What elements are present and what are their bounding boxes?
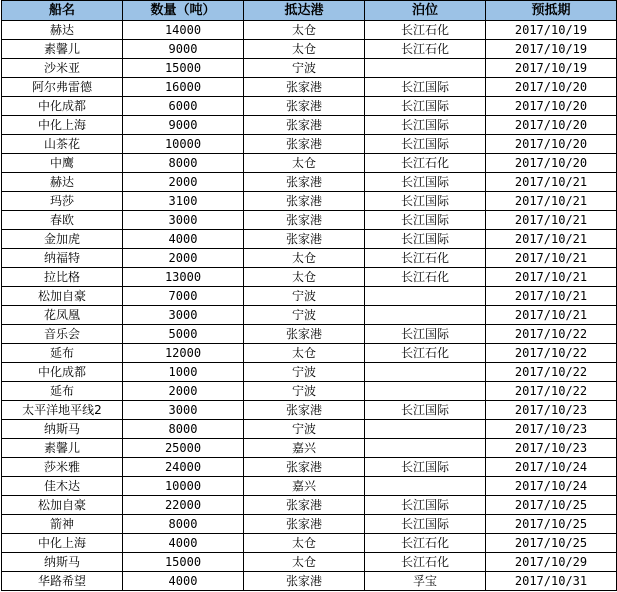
eta-cell: 2017/10/24 bbox=[486, 458, 617, 477]
berth-cell: 长江国际 bbox=[365, 515, 486, 534]
port-cell: 张家港 bbox=[244, 458, 365, 477]
eta-cell: 2017/10/25 bbox=[486, 515, 617, 534]
eta-cell: 2017/10/23 bbox=[486, 401, 617, 420]
eta-cell: 2017/10/20 bbox=[486, 78, 617, 97]
table-row bbox=[2, 97, 617, 116]
eta-cell: 2017/10/25 bbox=[486, 496, 617, 515]
berth-cell: 长江石化 bbox=[365, 534, 486, 553]
header-row bbox=[2, 1, 617, 21]
ship-name-cell: 松加自豪 bbox=[2, 287, 123, 306]
table-body bbox=[2, 21, 617, 591]
eta-cell: 2017/10/20 bbox=[486, 154, 617, 173]
quantity-cell: 15000 bbox=[123, 553, 244, 572]
header-eta: 预抵期 bbox=[486, 1, 617, 21]
berth-cell bbox=[365, 382, 486, 401]
berth-cell bbox=[365, 306, 486, 325]
table-row bbox=[2, 59, 617, 78]
port-cell: 太仓 bbox=[244, 344, 365, 363]
eta-cell: 2017/10/21 bbox=[486, 211, 617, 230]
quantity-cell: 3000 bbox=[123, 401, 244, 420]
port-cell: 太仓 bbox=[244, 21, 365, 40]
eta-cell: 2017/10/25 bbox=[486, 534, 617, 553]
table-row bbox=[2, 249, 617, 268]
port-cell: 宁波 bbox=[244, 59, 365, 78]
port-cell: 张家港 bbox=[244, 97, 365, 116]
berth-cell: 长江国际 bbox=[365, 192, 486, 211]
quantity-cell: 25000 bbox=[123, 439, 244, 458]
berth-cell: 长江国际 bbox=[365, 496, 486, 515]
port-cell: 太仓 bbox=[244, 249, 365, 268]
table-row bbox=[2, 173, 617, 192]
quantity-cell: 2000 bbox=[123, 173, 244, 192]
berth-cell: 长江石化 bbox=[365, 154, 486, 173]
eta-cell: 2017/10/21 bbox=[486, 230, 617, 249]
ship-name-cell: 纳斯马 bbox=[2, 420, 123, 439]
quantity-cell: 22000 bbox=[123, 496, 244, 515]
ship-name-cell: 沙米亚 bbox=[2, 59, 123, 78]
eta-cell: 2017/10/19 bbox=[486, 40, 617, 59]
eta-cell: 2017/10/24 bbox=[486, 477, 617, 496]
eta-cell: 2017/10/19 bbox=[486, 21, 617, 40]
quantity-cell: 2000 bbox=[123, 249, 244, 268]
port-cell: 太仓 bbox=[244, 268, 365, 287]
ship-name-cell: 太平洋地平线2 bbox=[2, 401, 123, 420]
table-row bbox=[2, 477, 617, 496]
ship-name-cell: 阿尔弗雷德 bbox=[2, 78, 123, 97]
eta-cell: 2017/10/22 bbox=[486, 363, 617, 382]
port-cell: 张家港 bbox=[244, 325, 365, 344]
ship-name-cell: 延布 bbox=[2, 344, 123, 363]
ship-name-cell: 中化上海 bbox=[2, 116, 123, 135]
eta-cell: 2017/10/21 bbox=[486, 192, 617, 211]
table-row bbox=[2, 382, 617, 401]
berth-cell: 长江石化 bbox=[365, 268, 486, 287]
berth-cell: 长江国际 bbox=[365, 211, 486, 230]
table-row bbox=[2, 515, 617, 534]
quantity-cell: 13000 bbox=[123, 268, 244, 287]
table-row bbox=[2, 344, 617, 363]
table-row bbox=[2, 40, 617, 59]
quantity-cell: 5000 bbox=[123, 325, 244, 344]
ship-name-cell: 中化成都 bbox=[2, 97, 123, 116]
ship-name-cell: 拉比格 bbox=[2, 268, 123, 287]
ship-name-cell: 莎米雅 bbox=[2, 458, 123, 477]
port-cell: 嘉兴 bbox=[244, 439, 365, 458]
table-row bbox=[2, 458, 617, 477]
table-row bbox=[2, 496, 617, 515]
eta-cell: 2017/10/19 bbox=[486, 59, 617, 78]
port-cell: 张家港 bbox=[244, 192, 365, 211]
eta-cell: 2017/10/21 bbox=[486, 268, 617, 287]
ship-name-cell: 春欧 bbox=[2, 211, 123, 230]
quantity-cell: 12000 bbox=[123, 344, 244, 363]
table-row bbox=[2, 534, 617, 553]
berth-cell: 长江国际 bbox=[365, 458, 486, 477]
berth-cell bbox=[365, 363, 486, 382]
table-row bbox=[2, 553, 617, 572]
eta-cell: 2017/10/23 bbox=[486, 439, 617, 458]
ship-name-cell: 音乐会 bbox=[2, 325, 123, 344]
ship-name-cell: 中鹰 bbox=[2, 154, 123, 173]
ship-name-cell: 山茶花 bbox=[2, 135, 123, 154]
berth-cell: 长江国际 bbox=[365, 173, 486, 192]
ship-name-cell: 花凤凰 bbox=[2, 306, 123, 325]
quantity-cell: 4000 bbox=[123, 572, 244, 591]
quantity-cell: 16000 bbox=[123, 78, 244, 97]
table-row bbox=[2, 268, 617, 287]
quantity-cell: 9000 bbox=[123, 40, 244, 59]
berth-cell: 长江石化 bbox=[365, 344, 486, 363]
table-row bbox=[2, 401, 617, 420]
berth-cell: 长江国际 bbox=[365, 401, 486, 420]
header-ship-name: 船名 bbox=[2, 1, 123, 21]
berth-cell: 长江国际 bbox=[365, 78, 486, 97]
port-cell: 宁波 bbox=[244, 363, 365, 382]
port-cell: 张家港 bbox=[244, 173, 365, 192]
port-cell: 太仓 bbox=[244, 40, 365, 59]
ship-name-cell: 中化成都 bbox=[2, 363, 123, 382]
port-cell: 张家港 bbox=[244, 401, 365, 420]
quantity-cell: 9000 bbox=[123, 116, 244, 135]
quantity-cell: 4000 bbox=[123, 534, 244, 553]
quantity-cell: 3100 bbox=[123, 192, 244, 211]
quantity-cell: 15000 bbox=[123, 59, 244, 78]
port-cell: 张家港 bbox=[244, 496, 365, 515]
eta-cell: 2017/10/21 bbox=[486, 249, 617, 268]
header-berth: 泊位 bbox=[365, 1, 486, 21]
port-cell: 张家港 bbox=[244, 230, 365, 249]
table-row bbox=[2, 439, 617, 458]
quantity-cell: 1000 bbox=[123, 363, 244, 382]
ship-name-cell: 金加虎 bbox=[2, 230, 123, 249]
berth-cell bbox=[365, 287, 486, 306]
berth-cell: 长江国际 bbox=[365, 135, 486, 154]
port-cell: 太仓 bbox=[244, 553, 365, 572]
ship-name-cell: 纳斯马 bbox=[2, 553, 123, 572]
header-quantity: 数量（吨） bbox=[123, 1, 244, 21]
table-row bbox=[2, 211, 617, 230]
table-row bbox=[2, 572, 617, 591]
berth-cell: 长江国际 bbox=[365, 325, 486, 344]
port-cell: 张家港 bbox=[244, 572, 365, 591]
quantity-cell: 14000 bbox=[123, 21, 244, 40]
port-cell: 宁波 bbox=[244, 287, 365, 306]
table-row bbox=[2, 21, 617, 40]
eta-cell: 2017/10/23 bbox=[486, 420, 617, 439]
berth-cell: 孚宝 bbox=[365, 572, 486, 591]
port-cell: 太仓 bbox=[244, 534, 365, 553]
berth-cell: 长江石化 bbox=[365, 40, 486, 59]
ship-name-cell: 延布 bbox=[2, 382, 123, 401]
berth-cell: 长江石化 bbox=[365, 249, 486, 268]
eta-cell: 2017/10/20 bbox=[486, 116, 617, 135]
eta-cell: 2017/10/29 bbox=[486, 553, 617, 572]
port-cell: 张家港 bbox=[244, 515, 365, 534]
quantity-cell: 8000 bbox=[123, 154, 244, 173]
ship-name-cell: 纳福特 bbox=[2, 249, 123, 268]
eta-cell: 2017/10/21 bbox=[486, 306, 617, 325]
berth-cell: 长江国际 bbox=[365, 116, 486, 135]
port-cell: 张家港 bbox=[244, 116, 365, 135]
eta-cell: 2017/10/21 bbox=[486, 173, 617, 192]
berth-cell bbox=[365, 439, 486, 458]
eta-cell: 2017/10/20 bbox=[486, 97, 617, 116]
ship-name-cell: 素馨儿 bbox=[2, 439, 123, 458]
port-cell: 张家港 bbox=[244, 211, 365, 230]
table-row bbox=[2, 154, 617, 173]
table-row bbox=[2, 78, 617, 97]
quantity-cell: 10000 bbox=[123, 477, 244, 496]
quantity-cell: 6000 bbox=[123, 97, 244, 116]
ship-name-cell: 箭神 bbox=[2, 515, 123, 534]
quantity-cell: 3000 bbox=[123, 306, 244, 325]
table-row bbox=[2, 192, 617, 211]
quantity-cell: 8000 bbox=[123, 420, 244, 439]
berth-cell bbox=[365, 477, 486, 496]
berth-cell bbox=[365, 59, 486, 78]
eta-cell: 2017/10/31 bbox=[486, 572, 617, 591]
table-row bbox=[2, 230, 617, 249]
quantity-cell: 4000 bbox=[123, 230, 244, 249]
header-port: 抵达港 bbox=[244, 1, 365, 21]
ship-name-cell: 素馨儿 bbox=[2, 40, 123, 59]
port-cell: 张家港 bbox=[244, 78, 365, 97]
port-cell: 宁波 bbox=[244, 306, 365, 325]
port-cell: 宁波 bbox=[244, 382, 365, 401]
ship-name-cell: 赫达 bbox=[2, 21, 123, 40]
berth-cell: 长江石化 bbox=[365, 21, 486, 40]
quantity-cell: 8000 bbox=[123, 515, 244, 534]
eta-cell: 2017/10/22 bbox=[486, 382, 617, 401]
table-row bbox=[2, 420, 617, 439]
ship-name-cell: 松加自豪 bbox=[2, 496, 123, 515]
ship-name-cell: 中化上海 bbox=[2, 534, 123, 553]
ship-name-cell: 佳木达 bbox=[2, 477, 123, 496]
port-cell: 太仓 bbox=[244, 154, 365, 173]
port-cell: 嘉兴 bbox=[244, 477, 365, 496]
table-row bbox=[2, 135, 617, 154]
ship-name-cell: 华路希望 bbox=[2, 572, 123, 591]
table-row bbox=[2, 325, 617, 344]
ship-name-cell: 玛莎 bbox=[2, 192, 123, 211]
berth-cell: 长江国际 bbox=[365, 230, 486, 249]
port-cell: 张家港 bbox=[244, 135, 365, 154]
quantity-cell: 10000 bbox=[123, 135, 244, 154]
berth-cell: 长江国际 bbox=[365, 97, 486, 116]
quantity-cell: 7000 bbox=[123, 287, 244, 306]
table-row bbox=[2, 287, 617, 306]
eta-cell: 2017/10/22 bbox=[486, 344, 617, 363]
ship-arrival-table bbox=[1, 0, 617, 591]
table-row bbox=[2, 363, 617, 382]
eta-cell: 2017/10/21 bbox=[486, 287, 617, 306]
berth-cell bbox=[365, 420, 486, 439]
quantity-cell: 24000 bbox=[123, 458, 244, 477]
quantity-cell: 2000 bbox=[123, 382, 244, 401]
berth-cell: 长江石化 bbox=[365, 553, 486, 572]
eta-cell: 2017/10/22 bbox=[486, 325, 617, 344]
ship-name-cell: 赫达 bbox=[2, 173, 123, 192]
quantity-cell: 3000 bbox=[123, 211, 244, 230]
table-row bbox=[2, 306, 617, 325]
eta-cell: 2017/10/20 bbox=[486, 135, 617, 154]
table-row bbox=[2, 116, 617, 135]
port-cell: 宁波 bbox=[244, 420, 365, 439]
